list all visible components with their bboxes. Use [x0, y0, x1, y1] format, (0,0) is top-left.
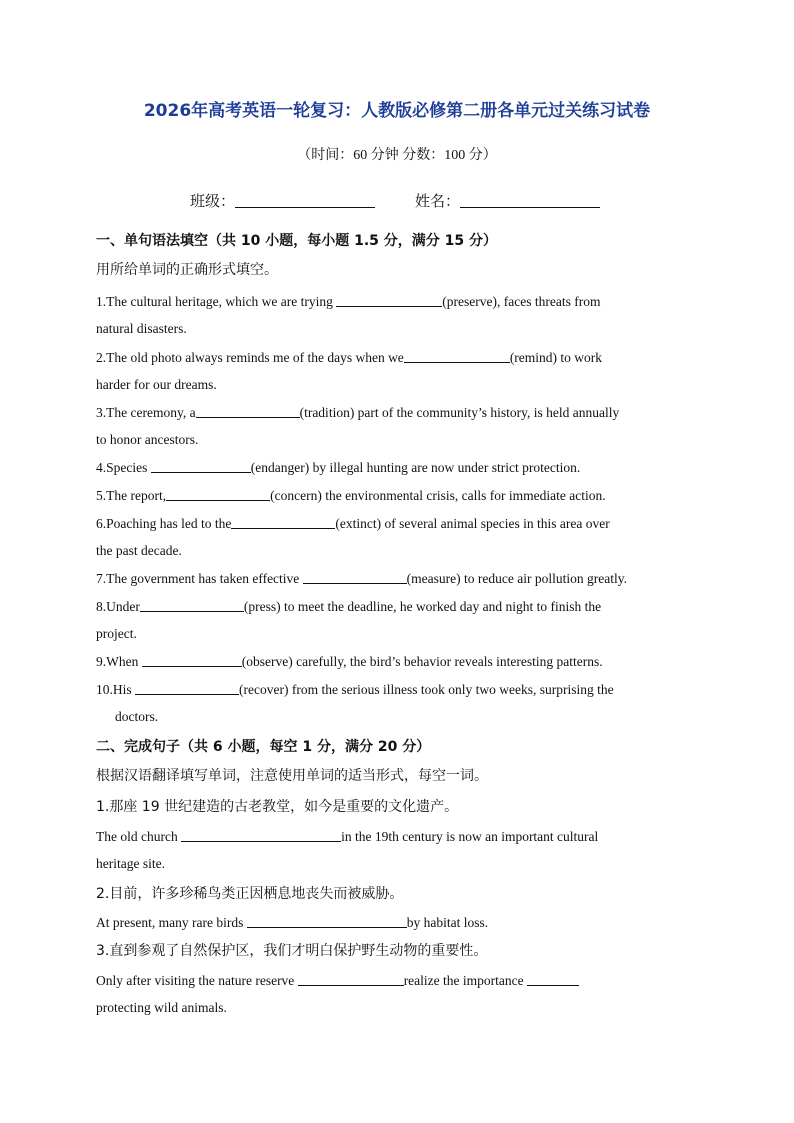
answer-blank-10[interactable]	[135, 682, 239, 695]
answer-blank-s2[interactable]	[247, 915, 407, 928]
question-10: 10.His (recover) from the serious illness took only two weeks, surprising the doctors.	[96, 682, 614, 724]
answer-blank-4[interactable]	[151, 460, 251, 473]
sentence-2-chinese: 2.目前，许多珍稀鸟类正因栖息地丧失而被威胁。	[96, 886, 404, 902]
answer-blank-3[interactable]	[196, 405, 300, 418]
sentence-1-chinese: 1.那座 19 世纪建造的古老教堂，如今是重要的文化遗产。	[96, 799, 459, 815]
question-1: 1.The cultural heritage, which we are trying (preserve), faces threats from natural disasters.	[96, 294, 601, 336]
section2-heading: 二、完成句子（共 6 小题，每空 1 分，满分 20 分）	[96, 739, 431, 755]
sentence-3-chinese: 3.直到参观了自然保护区，我们才明白保护野生动物的重要性。	[96, 943, 488, 959]
section1-instruction: 用所给单词的正确形式填空。	[96, 262, 278, 278]
answer-blank-6[interactable]	[231, 516, 335, 529]
section1-heading: 一、单句语法填空（共 10 小题，每小题 1.5 分，满分 15 分）	[96, 233, 498, 249]
question-2: 2.The old photo always reminds me of the days when we (remind) to work harder for our dreams.	[96, 350, 603, 392]
sentence-2-english: At present, many rare birds by habitat loss.	[96, 915, 489, 930]
answer-blank-8[interactable]	[140, 599, 244, 612]
exam-time-score: （时间：60 分钟 分数：100 分）	[297, 148, 497, 163]
question-6: 6.Poaching has led to the (extinct) of several animal species in this area over the past decade.	[96, 516, 610, 558]
question-3: 3.The ceremony, a (tradition) part of the community’s history, is held annually to honor ancestors.	[96, 405, 620, 447]
answer-blank-2[interactable]	[404, 350, 510, 363]
student-info-bar	[190, 190, 600, 211]
section2-instruction: 根据汉语翻译填写单词，注意使用单词的适当形式，每空一词。	[96, 768, 488, 784]
question-4: 4.Species (endanger) by illegal hunting are now under strict protection.	[96, 460, 581, 475]
answer-blank-1[interactable]	[336, 294, 442, 307]
answer-blank-s3a[interactable]	[298, 973, 404, 986]
answer-blank-5[interactable]	[166, 488, 270, 501]
answer-blank-9[interactable]	[142, 654, 242, 667]
answer-blank-7[interactable]	[303, 571, 407, 584]
class-label: 班级：	[190, 194, 236, 210]
answer-blank-s3b[interactable]	[527, 973, 579, 986]
sentence-3-english: Only after visiting the nature reserve realize the importance protecting wild animals.	[96, 967, 694, 1021]
sentence-1-english: The old church in the 19th century is now an important cultural heritage site.	[96, 829, 599, 871]
page-title: 2026年高考英语一轮复习：人教版必修第二册各单元过关练习试卷	[143, 101, 651, 121]
question-5: 5.The report, (concern) the environmental crisis, calls for immediate action.	[96, 488, 606, 503]
answer-blank-s1[interactable]	[181, 829, 341, 842]
name-label: 姓名：	[415, 194, 461, 210]
class-blank[interactable]	[235, 193, 375, 208]
name-blank[interactable]	[460, 193, 600, 208]
question-7: 7.The government has taken effective (measure) to reduce air pollution greatly.	[96, 571, 627, 586]
question-9: 9.When (observe) carefully, the bird’s behavior reveals interesting patterns.	[96, 654, 603, 669]
question-8: 8.Under (press) to meet the deadline, he worked day and night to finish the project.	[96, 599, 602, 641]
